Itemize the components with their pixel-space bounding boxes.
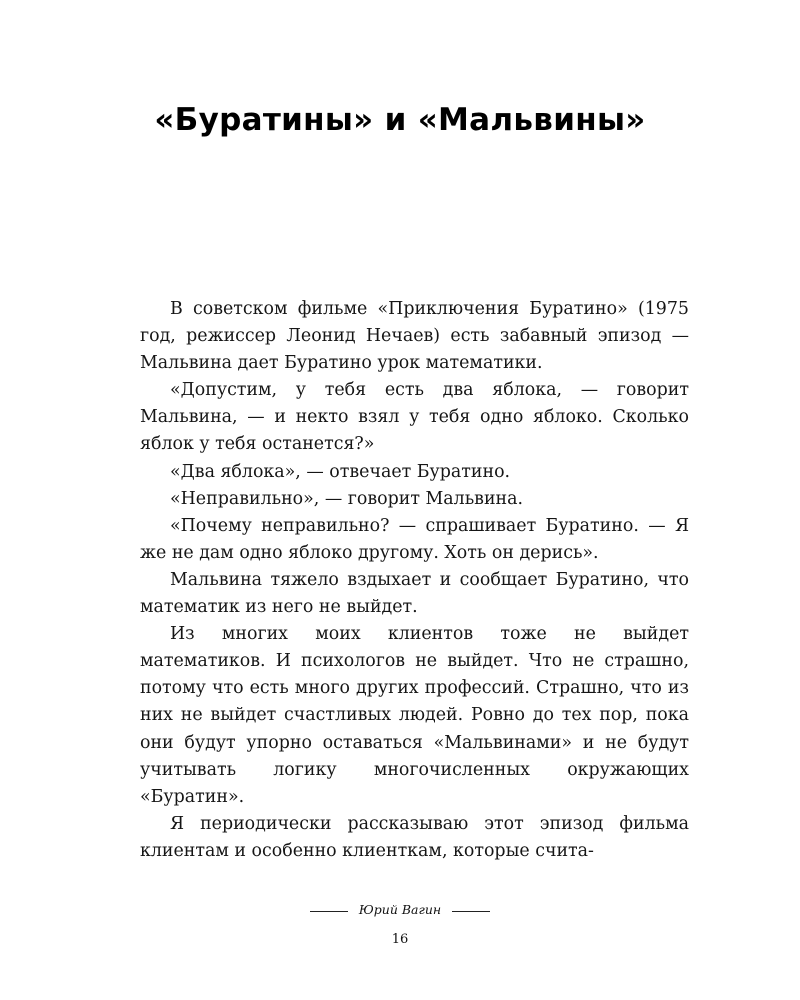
footer-rule-left <box>310 911 348 912</box>
chapter-title: «Буратины» и «Мальвины» <box>154 102 646 138</box>
paragraph: В советском фильме «Приключения Буратино» (1975 год, режиссер Леонид Нечаев) есть забавный эпизод — Мальвина дает Буратино урок математики. <box>140 299 689 374</box>
page-number: 16 <box>391 932 409 947</box>
paragraph: «Почему неправильно? — спрашивает Буратино. — Я же не дам одно яблоко другому. Хоть он дерись». <box>140 515 689 563</box>
body-text <box>140 296 689 865</box>
paragraph: Мальвина тяжело вздыхает и сообщает Буратино, что математик из него не выйдет. <box>140 569 689 618</box>
footer-rule-right <box>452 911 490 912</box>
paragraph: «Допустим, у тебя есть два яблока, — говорит Мальвина, — и некто взял у тебя одно яблоко. Сколько яблок у тебя останется?» <box>140 380 689 455</box>
paragraph: «Два яблока», — отвечает Буратино. <box>170 461 511 482</box>
paragraph: Я периодически рассказываю этот эпизод фильма клиентам и особенно клиенткам, которые счита- <box>140 813 689 861</box>
page-footer <box>0 902 800 917</box>
paragraph: «Неправильно», — говорит Мальвина. <box>170 488 524 509</box>
footer-author: Юрий Вагин <box>358 902 442 917</box>
paragraph: Из многих моих клиентов тоже не выйдет математиков. И психологов не выйдет. Что не страшно, потому что есть много других профессий. Страшно, что из них не выйдет счастливых людей. Ровно до тех пор, пока они будут упорно оставаться «Мальвинами» и не будут учитывать логику многочисленных окружающих «Буратин». <box>140 624 689 807</box>
